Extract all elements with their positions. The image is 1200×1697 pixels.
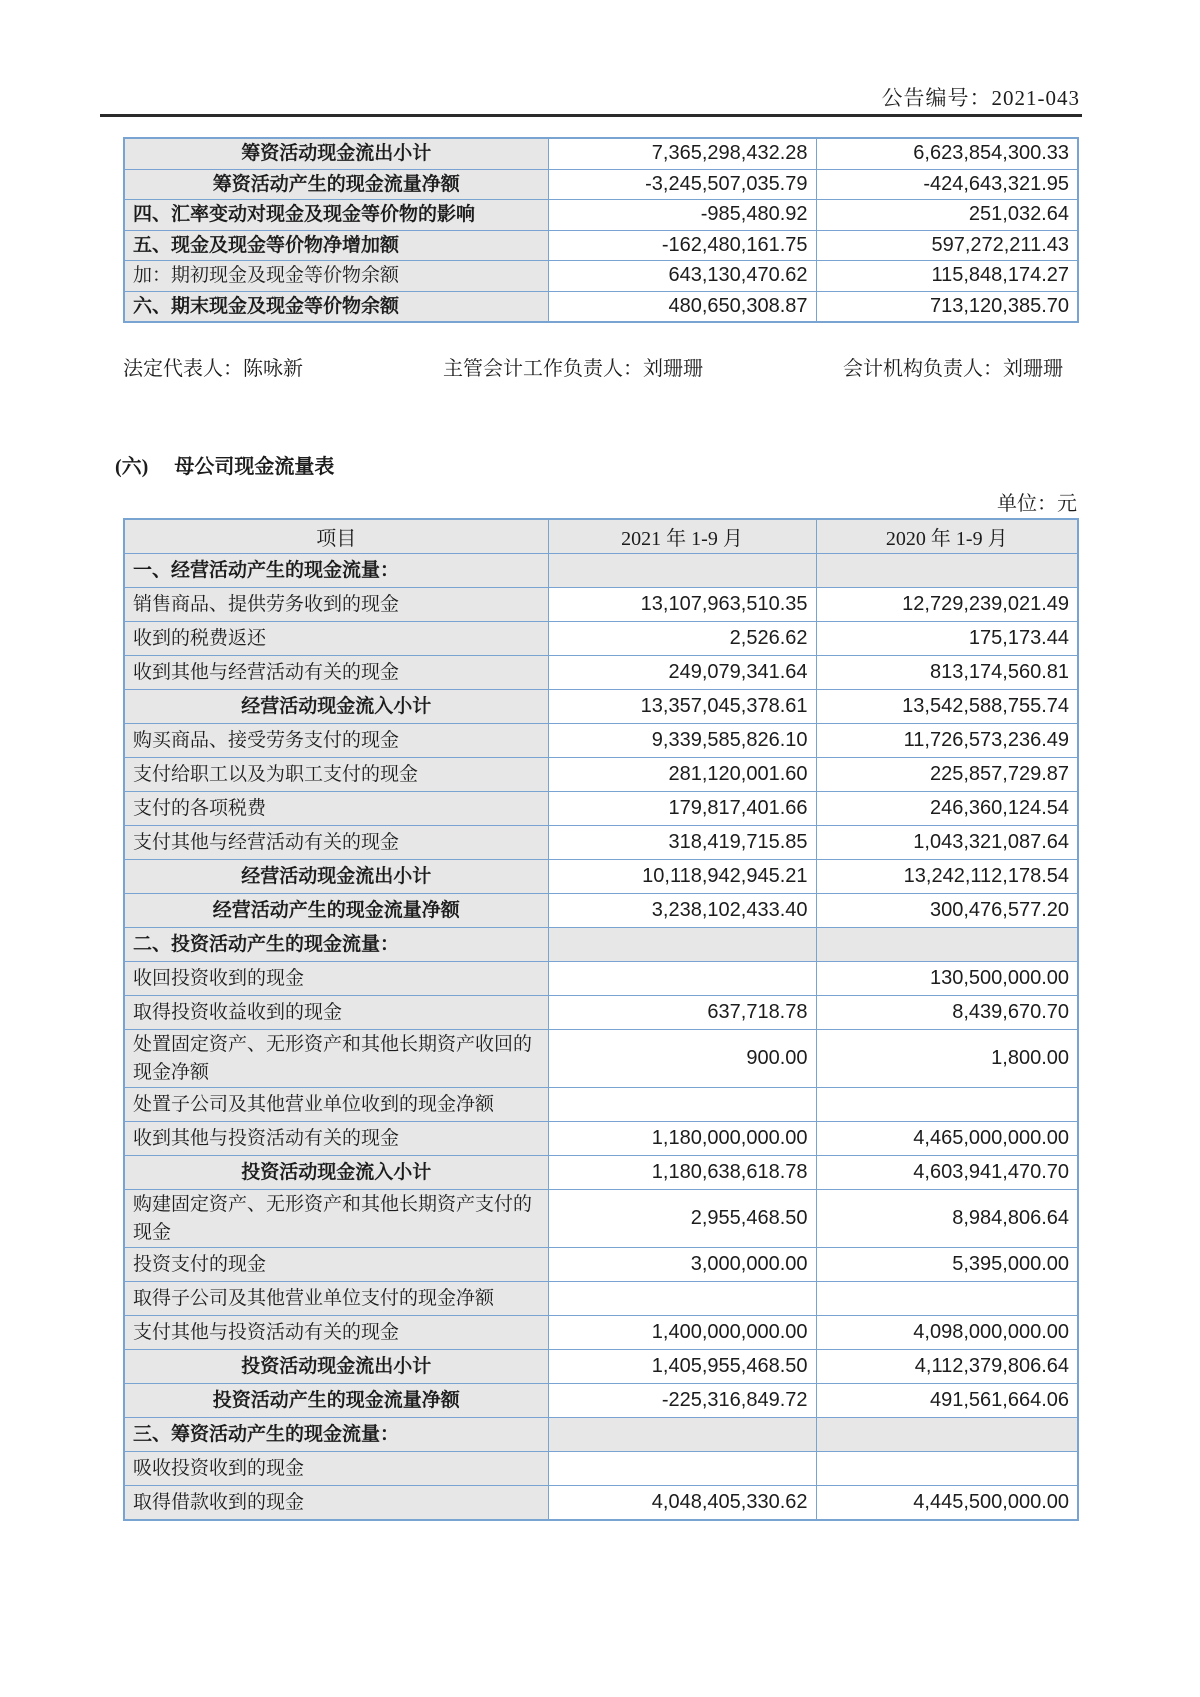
value-2020: 4,445,500,000.00 <box>816 1486 1078 1521</box>
value-2020: 12,729,239,021.49 <box>816 588 1078 622</box>
row-label: 五、现金及现金等价物净增加额 <box>124 230 548 261</box>
row-label: 经营活动现金流入小计 <box>124 690 548 724</box>
column-header-2020: 2020 年 1-9 月 <box>816 519 1078 554</box>
row-label: 筹资活动产生的现金流量净额 <box>124 169 548 200</box>
row-label: 取得子公司及其他营业单位支付的现金净额 <box>124 1282 548 1316</box>
table-row <box>124 1350 1078 1384</box>
row-label: 加：期初现金及现金等价物余额 <box>124 261 548 292</box>
value-2021: 1,180,000,000.00 <box>548 1122 816 1156</box>
row-label: 四、汇率变动对现金及现金等价物的影响 <box>124 200 548 231</box>
value-2020: 8,439,670.70 <box>816 996 1078 1030</box>
table-row <box>124 758 1078 792</box>
table-row <box>124 996 1078 1030</box>
row-label: 取得借款收到的现金 <box>124 1486 548 1521</box>
value-2021: 3,238,102,433.40 <box>548 894 816 928</box>
column-header-2021: 2021 年 1-9 月 <box>548 519 816 554</box>
value-2020: 4,603,941,470.70 <box>816 1156 1078 1190</box>
row-label: 取得投资收益收到的现金 <box>124 996 548 1030</box>
row-label: 支付其他与经营活动有关的现金 <box>124 826 548 860</box>
value-2020 <box>816 554 1078 588</box>
table-row <box>124 826 1078 860</box>
accounting-department-head: 会计机构负责人：刘珊珊 <box>843 358 1063 380</box>
value-2021: 13,357,045,378.61 <box>548 690 816 724</box>
table2-header-row <box>124 519 1078 554</box>
value-2020: 300,476,577.20 <box>816 894 1078 928</box>
value-2021: 4,048,405,330.62 <box>548 1486 816 1521</box>
value-2020: 246,360,124.54 <box>816 792 1078 826</box>
value-2021: -162,480,161.75 <box>548 230 816 261</box>
value-2021: 10,118,942,945.21 <box>548 860 816 894</box>
table-row <box>124 554 1078 588</box>
table-row <box>124 792 1078 826</box>
value-2020: 13,242,112,178.54 <box>816 860 1078 894</box>
value-2020: 175,173.44 <box>816 622 1078 656</box>
parent-company-cashflow-table <box>123 518 1079 1521</box>
table-row <box>124 1248 1078 1282</box>
row-label: 收到其他与投资活动有关的现金 <box>124 1122 548 1156</box>
table-row <box>124 928 1078 962</box>
section-title: 母公司现金流量表 <box>174 456 335 478</box>
table-row <box>124 169 1078 200</box>
table-row <box>124 200 1078 231</box>
row-label: 二、投资活动产生的现金流量： <box>124 928 548 962</box>
value-2020: 597,272,211.43 <box>816 230 1078 261</box>
table-row <box>124 230 1078 261</box>
table-row <box>124 1088 1078 1122</box>
table-row <box>124 1156 1078 1190</box>
value-2021: 2,955,468.50 <box>548 1190 816 1248</box>
row-label: 六、期末现金及现金等价物余额 <box>124 291 548 322</box>
row-label: 一、经营活动产生的现金流量： <box>124 554 548 588</box>
row-label: 投资活动产生的现金流量净额 <box>124 1384 548 1418</box>
table-row <box>124 1418 1078 1452</box>
value-2021: 281,120,001.60 <box>548 758 816 792</box>
value-2020: 115,848,174.27 <box>816 261 1078 292</box>
table-row <box>124 724 1078 758</box>
table-row <box>124 656 1078 690</box>
value-2020: 251,032.64 <box>816 200 1078 231</box>
value-2021: 900.00 <box>548 1030 816 1088</box>
row-label: 投资支付的现金 <box>124 1248 548 1282</box>
row-label: 支付的各项税费 <box>124 792 548 826</box>
value-2020: 6,623,854,300.33 <box>816 138 1078 169</box>
table2-body <box>124 554 1078 1521</box>
value-2020 <box>816 1452 1078 1486</box>
row-label: 销售商品、提供劳务收到的现金 <box>124 588 548 622</box>
value-2020: 130,500,000.00 <box>816 962 1078 996</box>
row-label: 支付给职工以及为职工支付的现金 <box>124 758 548 792</box>
table-row <box>124 1282 1078 1316</box>
row-label: 购买商品、接受劳务支付的现金 <box>124 724 548 758</box>
legal-representative: 法定代表人：陈咏新 <box>123 358 303 380</box>
value-2021 <box>548 1088 816 1122</box>
value-2020 <box>816 1418 1078 1452</box>
value-2021: 179,817,401.66 <box>548 792 816 826</box>
value-2020 <box>816 1282 1078 1316</box>
value-2021 <box>548 1452 816 1486</box>
row-label: 支付其他与投资活动有关的现金 <box>124 1316 548 1350</box>
table-row <box>124 291 1078 322</box>
table-row <box>124 1122 1078 1156</box>
value-2021: 1,405,955,468.50 <box>548 1350 816 1384</box>
row-label: 收回投资收到的现金 <box>124 962 548 996</box>
value-2021 <box>548 1282 816 1316</box>
section-heading <box>115 450 334 479</box>
value-2021: 3,000,000.00 <box>548 1248 816 1282</box>
table-row <box>124 1452 1078 1486</box>
value-2021: 9,339,585,826.10 <box>548 724 816 758</box>
section-index: (六) <box>115 456 149 478</box>
value-2020: 4,098,000,000.00 <box>816 1316 1078 1350</box>
table-row <box>124 622 1078 656</box>
doc-number: 公告编号：2021-043 <box>881 86 1080 110</box>
row-label: 收到其他与经营活动有关的现金 <box>124 656 548 690</box>
value-2021: 480,650,308.87 <box>548 291 816 322</box>
value-2020: 813,174,560.81 <box>816 656 1078 690</box>
value-2021 <box>548 1418 816 1452</box>
row-label: 吸收投资收到的现金 <box>124 1452 548 1486</box>
row-label: 三、筹资活动产生的现金流量： <box>124 1418 548 1452</box>
table-row <box>124 962 1078 996</box>
table-row <box>124 690 1078 724</box>
table-row <box>124 138 1078 169</box>
table-row <box>124 1384 1078 1418</box>
value-2021: 7,365,298,432.28 <box>548 138 816 169</box>
value-2021: 318,419,715.85 <box>548 826 816 860</box>
row-label: 投资活动现金流出小计 <box>124 1350 548 1384</box>
value-2020: 1,800.00 <box>816 1030 1078 1088</box>
value-2020: 11,726,573,236.49 <box>816 724 1078 758</box>
value-2021 <box>548 928 816 962</box>
value-2020 <box>816 1088 1078 1122</box>
table-row <box>124 1030 1078 1088</box>
value-2021 <box>548 554 816 588</box>
table-row <box>124 261 1078 292</box>
value-2021: 249,079,341.64 <box>548 656 816 690</box>
row-label: 筹资活动现金流出小计 <box>124 138 548 169</box>
value-2020: 1,043,321,087.64 <box>816 826 1078 860</box>
row-label: 处置固定资产、无形资产和其他长期资产收回的现金净额 <box>124 1030 548 1088</box>
value-2020: 225,857,729.87 <box>816 758 1078 792</box>
value-2020: 713,120,385.70 <box>816 291 1078 322</box>
value-2021: 637,718.78 <box>548 996 816 1030</box>
value-2021: 13,107,963,510.35 <box>548 588 816 622</box>
table-row <box>124 1190 1078 1248</box>
value-2020: 13,542,588,755.74 <box>816 690 1078 724</box>
value-2021: -3,245,507,035.79 <box>548 169 816 200</box>
unit-label: 单位：元 <box>997 493 1077 515</box>
value-2021: 1,400,000,000.00 <box>548 1316 816 1350</box>
table-row <box>124 1486 1078 1521</box>
value-2020: 5,395,000.00 <box>816 1248 1078 1282</box>
value-2021: -225,316,849.72 <box>548 1384 816 1418</box>
row-label: 经营活动现金流出小计 <box>124 860 548 894</box>
value-2021 <box>548 962 816 996</box>
consolidated-cashflow-table-continuation <box>123 137 1079 323</box>
value-2020: 8,984,806.64 <box>816 1190 1078 1248</box>
value-2021: -985,480.92 <box>548 200 816 231</box>
value-2020: 4,465,000,000.00 <box>816 1122 1078 1156</box>
row-label: 购建固定资产、无形资产和其他长期资产支付的现金 <box>124 1190 548 1248</box>
table-row <box>124 860 1078 894</box>
row-label: 处置子公司及其他营业单位收到的现金净额 <box>124 1088 548 1122</box>
row-label: 收到的税费返还 <box>124 622 548 656</box>
table-row <box>124 1316 1078 1350</box>
row-label: 投资活动现金流入小计 <box>124 1156 548 1190</box>
table-row <box>124 894 1078 928</box>
value-2020 <box>816 928 1078 962</box>
value-2020: 4,112,379,806.64 <box>816 1350 1078 1384</box>
value-2020: -424,643,321.95 <box>816 169 1078 200</box>
value-2021: 2,526.62 <box>548 622 816 656</box>
value-2021: 1,180,638,618.78 <box>548 1156 816 1190</box>
table1-body <box>124 138 1078 322</box>
value-2021: 643,130,470.62 <box>548 261 816 292</box>
header-rule <box>100 114 1082 117</box>
table-row <box>124 588 1078 622</box>
signature-line <box>123 352 1063 381</box>
row-label: 经营活动产生的现金流量净额 <box>124 894 548 928</box>
value-2020: 491,561,664.06 <box>816 1384 1078 1418</box>
column-header-item: 项目 <box>124 519 548 554</box>
chief-accountant: 主管会计工作负责人：刘珊珊 <box>443 358 703 380</box>
